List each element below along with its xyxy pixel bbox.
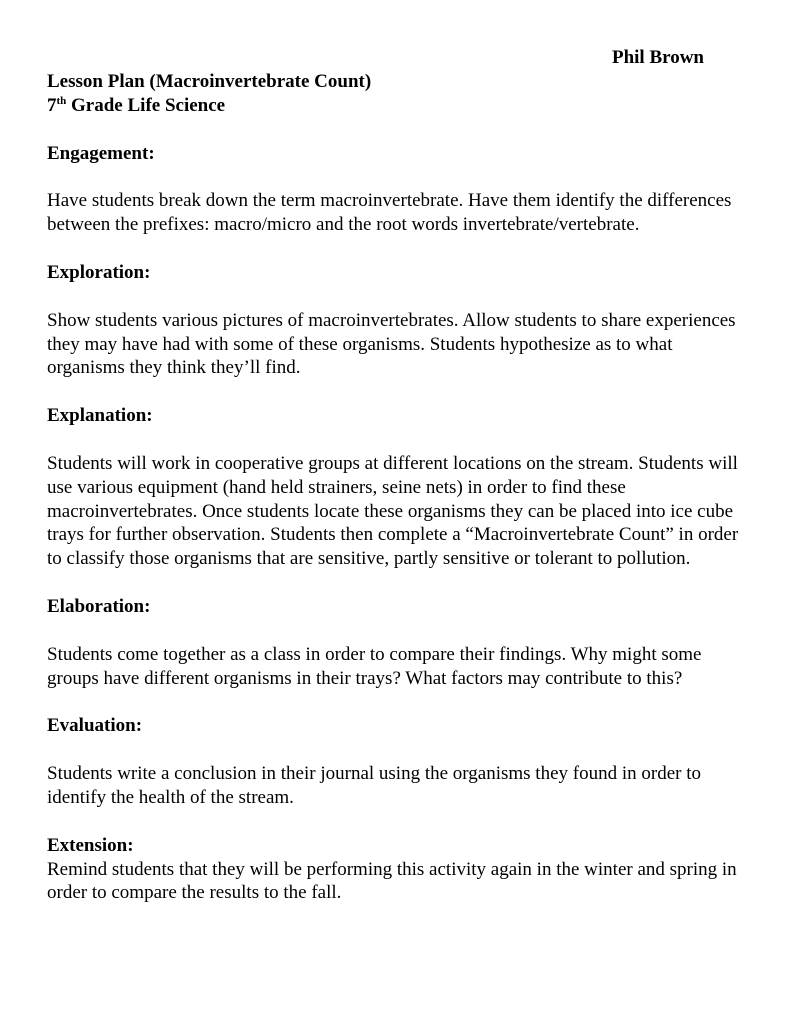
spacer <box>47 118 752 142</box>
spacer <box>47 237 752 261</box>
grade-ordinal-suffix: th <box>56 94 67 107</box>
lesson-plan-page <box>47 46 752 905</box>
grade-number: 7 <box>47 94 57 116</box>
spacer <box>47 810 752 834</box>
explanation-heading: Explanation: <box>47 405 153 427</box>
elaboration-body: Students come together as a class in order to compare their findings. Why might some groups have different organisms in their trays? What factors may contribute to this? <box>47 643 702 689</box>
spacer <box>47 619 752 643</box>
spacer <box>47 165 752 189</box>
engagement-heading: Engagement: <box>47 142 155 164</box>
spacer <box>47 690 752 714</box>
extension-body: Remind students that they will be performing this activity again in the winter and spring in order to compare the results to the fall. <box>47 858 737 904</box>
grade-subject: Grade Life Science <box>66 94 226 116</box>
document-title: Lesson Plan (Macroinvertebrate Count) <box>47 71 372 92</box>
spacer <box>47 285 752 309</box>
extension-heading: Extension: <box>47 834 134 856</box>
spacer <box>47 738 752 762</box>
exploration-heading: Exploration: <box>47 261 151 283</box>
explanation-body: Students will work in cooperative groups at different locations on the stream. Students will use various equipment (hand held strainers, seine nets) in order to find these macroinvertebrates. Once students locate these organisms they can be placed into ice cube trays for further observation. Students then complete a “Macroinvertebrate Count” in order to classify those organisms that are sensitive, partly sensitive or tolerant to pollution. <box>47 452 739 570</box>
evaluation-body: Students write a conclusion in their journal using the organisms they found in order to identify the health of the stream. <box>47 763 701 808</box>
evaluation-heading: Evaluation: <box>47 715 143 737</box>
spacer <box>47 571 752 595</box>
author-name: Phil Brown <box>611 47 704 68</box>
exploration-body: Show students various pictures of macroinvertebrates. Allow students to share experiences they may have had with some of these organisms. Students hypothesize as to what organisms they think they’ll find. <box>47 309 736 379</box>
spacer <box>47 380 752 404</box>
elaboration-heading: Elaboration: <box>47 595 151 617</box>
grade-subtitle <box>47 94 752 118</box>
engagement-body: Have students break down the term macroinvertebrate. Have them identify the differences between the prefixes: macro/micro and the root words invertebrate/vertebrate. <box>47 190 732 236</box>
spacer <box>47 428 752 452</box>
